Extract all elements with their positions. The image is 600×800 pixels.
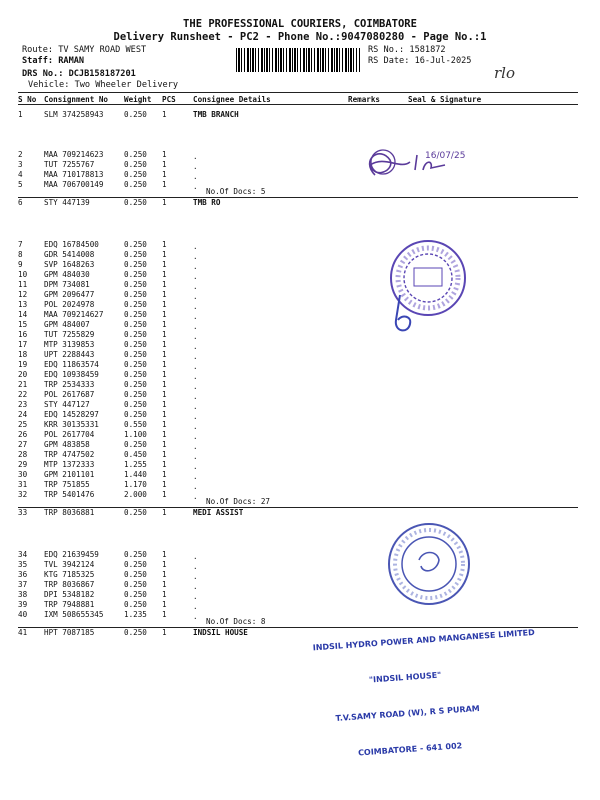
table-cell: DPI 5348182: [44, 590, 95, 599]
bullet-mark: .: [193, 152, 198, 161]
table-cell: GPM 2096477: [44, 290, 95, 299]
bullet-mark: .: [193, 362, 198, 371]
bullet-mark: .: [193, 482, 198, 491]
column-header-1: Consignment No: [44, 95, 109, 104]
table-cell: 5: [18, 180, 23, 189]
table-cell: 1: [162, 480, 167, 489]
handwritten-mark: rlo: [494, 64, 515, 82]
table-cell: POL 2617704: [44, 430, 95, 439]
column-header-5: Remarks: [348, 95, 381, 104]
bullet-mark: .: [193, 282, 198, 291]
bullet-mark: .: [193, 462, 198, 471]
company-title: THE PROFESSIONAL COURIERS, COIMBATORE: [183, 18, 417, 30]
table-cell: 25: [18, 420, 28, 429]
stamp-line-city: COIMBATORE - 641 002: [357, 741, 463, 758]
header-top-rule: [18, 92, 578, 93]
table-cell: 35: [18, 560, 28, 569]
table-cell: GPM 483858: [44, 440, 90, 449]
table-cell: 21: [18, 380, 28, 389]
bullet-mark: .: [193, 272, 198, 281]
table-cell: TUT 7255829: [44, 330, 95, 339]
bullet-mark: .: [193, 332, 198, 341]
table-cell: MAA 709214623: [44, 150, 104, 159]
bullet-mark: .: [193, 492, 198, 501]
stamp-line-road: T.V.SAMY ROAD (W), R S PURAM: [335, 703, 481, 723]
table-cell: 0.250: [124, 590, 147, 599]
column-header-4: Consignee Details: [193, 95, 271, 104]
table-cell: 1: [162, 400, 167, 409]
table-cell: POL 2617687: [44, 390, 95, 399]
bullet-mark: .: [193, 412, 198, 421]
table-cell: 0.250: [124, 550, 147, 559]
table-cell: 14: [18, 310, 28, 319]
table-cell: 0.250: [124, 508, 147, 517]
table-cell: 0.250: [124, 170, 147, 179]
table-cell: 1: [162, 460, 167, 469]
vehicle-label: Vehicle: Two Wheeler Delivery: [28, 80, 179, 90]
table-cell: TRP 7948881: [44, 600, 95, 609]
table-cell: UPT 2288443: [44, 350, 95, 359]
table-cell: 0.250: [124, 390, 147, 399]
consignee-name: INDSIL HOUSE: [193, 628, 248, 637]
table-cell: GPM 484007: [44, 320, 90, 329]
table-cell: 1: [162, 628, 167, 637]
table-cell: 1: [162, 180, 167, 189]
bullet-mark: .: [193, 392, 198, 401]
bullet-mark: .: [193, 382, 198, 391]
table-cell: 1: [162, 450, 167, 459]
table-cell: STY 447127: [44, 400, 90, 409]
bullet-mark: .: [193, 582, 198, 591]
table-cell: 9: [18, 260, 23, 269]
table-cell: 20: [18, 370, 28, 379]
bullet-mark: .: [193, 242, 198, 251]
group-divider: [18, 507, 578, 508]
table-cell: 1: [162, 240, 167, 249]
table-cell: 0.250: [124, 580, 147, 589]
table-cell: 0.250: [124, 370, 147, 379]
table-cell: 19: [18, 360, 28, 369]
table-cell: 0.250: [124, 280, 147, 289]
table-cell: STY 447139: [44, 198, 90, 207]
table-cell: 1: [162, 320, 167, 329]
table-cell: SVP 1648263: [44, 260, 95, 269]
table-cell: 0.250: [124, 160, 147, 169]
consignee-name: TMB BRANCH: [193, 110, 239, 119]
table-cell: 6: [18, 198, 23, 207]
table-cell: 1: [162, 170, 167, 179]
table-cell: 1: [162, 600, 167, 609]
bullet-mark: .: [193, 612, 198, 621]
bullet-mark: .: [193, 402, 198, 411]
bullet-mark: .: [193, 472, 198, 481]
table-cell: 0.250: [124, 110, 147, 119]
table-cell: 0.250: [124, 198, 147, 207]
bullet-mark: .: [193, 432, 198, 441]
table-cell: 0.250: [124, 260, 147, 269]
table-cell: 0.250: [124, 360, 147, 369]
table-cell: 1: [162, 350, 167, 359]
table-cell: 26: [18, 430, 28, 439]
consignee-name: TMB RO: [193, 198, 221, 207]
table-cell: 37: [18, 580, 28, 589]
table-cell: 1: [162, 330, 167, 339]
table-cell: 1: [162, 380, 167, 389]
indsil-seal-stamp: [311, 606, 535, 774]
table-cell: 18: [18, 350, 28, 359]
table-cell: 36: [18, 570, 28, 579]
table-cell: 1: [162, 610, 167, 619]
column-header-3: PCS: [162, 95, 176, 104]
table-cell: 1: [162, 260, 167, 269]
table-cell: 33: [18, 508, 28, 517]
table-cell: 1.235: [124, 610, 147, 619]
table-cell: 1: [162, 580, 167, 589]
table-cell: 32: [18, 490, 28, 499]
bullet-mark: .: [193, 172, 198, 181]
table-cell: 1: [162, 560, 167, 569]
table-cell: 1: [162, 390, 167, 399]
table-cell: 1: [162, 280, 167, 289]
group-divider: [18, 627, 578, 628]
table-cell: EDQ 10938459: [44, 370, 99, 379]
table-cell: 1: [162, 470, 167, 479]
table-cell: 0.250: [124, 300, 147, 309]
table-cell: 1: [162, 490, 167, 499]
table-cell: 28: [18, 450, 28, 459]
table-cell: 0.250: [124, 440, 147, 449]
table-cell: 0.250: [124, 560, 147, 569]
table-cell: 0.250: [124, 150, 147, 159]
bullet-mark: .: [193, 592, 198, 601]
table-cell: 0.250: [124, 250, 147, 259]
table-cell: 8: [18, 250, 23, 259]
table-cell: 0.250: [124, 628, 147, 637]
signature-tmb-branch: [355, 140, 465, 190]
table-cell: 0.550: [124, 420, 147, 429]
table-cell: 1: [162, 250, 167, 259]
table-cell: DPM 734081: [44, 280, 90, 289]
table-cell: 17: [18, 340, 28, 349]
bullet-mark: .: [193, 452, 198, 461]
header-bottom-rule: [18, 104, 578, 105]
stamp-line-company: INDSIL HYDRO POWER AND MANGANESE LIMITED: [312, 627, 535, 653]
table-cell: 1: [162, 310, 167, 319]
table-cell: 0.250: [124, 330, 147, 339]
table-cell: 0.250: [124, 270, 147, 279]
bullet-mark: .: [193, 552, 198, 561]
column-header-6: Seal & Signature: [408, 95, 482, 104]
rs-number: RS No.: 1581872: [368, 45, 446, 55]
table-cell: 40: [18, 610, 28, 619]
table-cell: EDQ 21639459: [44, 550, 99, 559]
table-cell: 1: [162, 410, 167, 419]
table-cell: 4: [18, 170, 23, 179]
table-cell: 2: [18, 150, 23, 159]
table-cell: 1: [162, 570, 167, 579]
bullet-mark: .: [193, 292, 198, 301]
table-cell: 1: [162, 198, 167, 207]
table-cell: 0.250: [124, 380, 147, 389]
table-cell: 31: [18, 480, 28, 489]
table-cell: EDQ 16784500: [44, 240, 99, 249]
table-cell: TRP 5401476: [44, 490, 95, 499]
table-cell: 24: [18, 410, 28, 419]
group-divider: [18, 197, 578, 198]
table-cell: GPM 2101101: [44, 470, 95, 479]
bullet-mark: .: [193, 322, 198, 331]
table-cell: 0.250: [124, 600, 147, 609]
table-cell: GPM 484030: [44, 270, 90, 279]
column-header-0: S No: [18, 95, 37, 104]
table-cell: 0.250: [124, 180, 147, 189]
table-cell: 12: [18, 290, 28, 299]
table-cell: 41: [18, 628, 28, 637]
table-cell: 3: [18, 160, 23, 169]
table-cell: 1: [162, 340, 167, 349]
table-cell: 29: [18, 460, 28, 469]
docs-count: No.Of Docs: 5: [206, 187, 266, 196]
table-cell: 1.100: [124, 430, 147, 439]
table-cell: 1.440: [124, 470, 147, 479]
table-cell: TUT 7255767: [44, 160, 95, 169]
table-cell: GDR 5414008: [44, 250, 95, 259]
table-cell: 1: [162, 370, 167, 379]
table-cell: 1: [162, 300, 167, 309]
table-cell: 0.250: [124, 340, 147, 349]
bullet-mark: .: [193, 562, 198, 571]
table-cell: 0.250: [124, 320, 147, 329]
table-cell: TRP 2534333: [44, 380, 95, 389]
signature-tmb-ro: [388, 290, 438, 340]
table-cell: 1: [162, 430, 167, 439]
table-cell: 1: [162, 290, 167, 299]
table-cell: 1: [18, 110, 23, 119]
table-cell: 1: [162, 270, 167, 279]
table-cell: 34: [18, 550, 28, 559]
table-cell: IXM 508655345: [44, 610, 104, 619]
table-cell: 0.250: [124, 570, 147, 579]
stamp-line-house: "INDSIL HOUSE": [368, 670, 442, 685]
table-cell: 38: [18, 590, 28, 599]
table-cell: TRP 4747502: [44, 450, 95, 459]
runsheet-title: Delivery Runsheet - PC2 - Phone No.:9047080280 - Page No.:1: [113, 31, 487, 43]
table-cell: 0.250: [124, 350, 147, 359]
table-cell: 1: [162, 508, 167, 517]
bullet-mark: .: [193, 572, 198, 581]
table-cell: 1.255: [124, 460, 147, 469]
table-cell: 30: [18, 470, 28, 479]
table-cell: MAA 706700149: [44, 180, 104, 189]
table-cell: 13: [18, 300, 28, 309]
rs-date: RS Date: 16-Jul-2025: [368, 56, 472, 66]
table-cell: KTG 7185325: [44, 570, 95, 579]
bullet-mark: .: [193, 602, 198, 611]
medi-assist-seal-stamp: [385, 520, 473, 608]
table-cell: SLM 374258943: [44, 110, 104, 119]
table-cell: 16: [18, 330, 28, 339]
table-cell: 27: [18, 440, 28, 449]
table-cell: TVL 3942124: [44, 560, 95, 569]
table-cell: 0.250: [124, 310, 147, 319]
table-cell: 1: [162, 360, 167, 369]
table-cell: 1: [162, 160, 167, 169]
docs-count: No.Of Docs: 8: [206, 617, 266, 626]
table-cell: KRR 30135331: [44, 420, 99, 429]
docs-count: No.Of Docs: 27: [206, 497, 271, 506]
barcode: [236, 48, 360, 72]
table-cell: 1: [162, 150, 167, 159]
table-cell: 7: [18, 240, 23, 249]
bullet-mark: .: [193, 312, 198, 321]
table-cell: 15: [18, 320, 28, 329]
table-cell: MAA 709214627: [44, 310, 104, 319]
bullet-mark: .: [193, 372, 198, 381]
table-cell: 1: [162, 440, 167, 449]
column-header-2: Weight: [124, 95, 152, 104]
bullet-mark: .: [193, 422, 198, 431]
bullet-mark: .: [193, 302, 198, 311]
drs-number: DRS No.: DCJB158187201: [22, 69, 136, 79]
bullet-mark: .: [193, 252, 198, 261]
table-cell: 0.250: [124, 410, 147, 419]
table-cell: MTP 1372333: [44, 460, 95, 469]
table-cell: 0.250: [124, 290, 147, 299]
signature-date: 16/07/25: [425, 151, 465, 161]
table-cell: 2.000: [124, 490, 147, 499]
consignee-name: MEDI ASSIST: [193, 508, 244, 517]
table-cell: 0.250: [124, 400, 147, 409]
route-label: Route: TV SAMY ROAD WEST: [22, 45, 147, 55]
staff-label: Staff: RAMAN: [22, 56, 85, 66]
table-cell: 1: [162, 590, 167, 599]
bullet-mark: .: [193, 342, 198, 351]
table-cell: MTP 3139853: [44, 340, 95, 349]
table-cell: 1: [162, 550, 167, 559]
table-cell: MAA 710178813: [44, 170, 104, 179]
table-cell: 10: [18, 270, 28, 279]
table-cell: 1: [162, 420, 167, 429]
bullet-mark: .: [193, 182, 198, 191]
table-cell: 11: [18, 280, 28, 289]
table-cell: POL 2024978: [44, 300, 95, 309]
bullet-mark: .: [193, 442, 198, 451]
table-cell: 23: [18, 400, 28, 409]
table-cell: TRP 751855: [44, 480, 90, 489]
table-cell: 39: [18, 600, 28, 609]
table-cell: 22: [18, 390, 28, 399]
table-cell: EDQ 11863574: [44, 360, 99, 369]
table-cell: 1.170: [124, 480, 147, 489]
table-cell: 0.250: [124, 240, 147, 249]
table-cell: TRP 8036881: [44, 508, 95, 517]
table-cell: 1: [162, 110, 167, 119]
bullet-mark: .: [193, 162, 198, 171]
table-cell: EDQ 14528297: [44, 410, 99, 419]
table-cell: HPT 7087185: [44, 628, 95, 637]
bullet-mark: .: [193, 262, 198, 271]
table-cell: 0.450: [124, 450, 147, 459]
bullet-mark: .: [193, 352, 198, 361]
table-cell: TRP 8036867: [44, 580, 95, 589]
